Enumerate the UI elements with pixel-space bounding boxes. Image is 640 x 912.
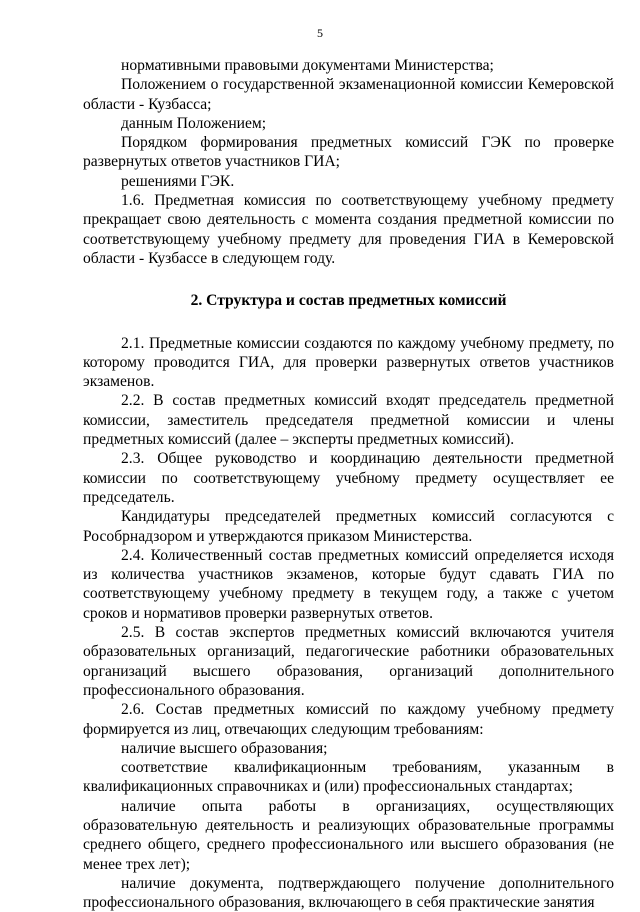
paragraph: наличие документа, подтверждающего получение дополнительного профессионального образования, включающего в себя практические занятия xyxy=(83,874,614,912)
paragraph: 1.6. Предметная комиссия по соответствующему учебному предмету прекращает свою деятельность с момента создания предметной комиссии по соответствующему учебному предмету для проведения ГИА в Кемеровской области - Кузбассе в следующем году. xyxy=(83,192,614,267)
paragraph: соответствие квалификационным требованиям, указанным в квалификационных справочниках и (или) профессиональных стандартах; xyxy=(83,759,614,796)
paragraph: 2.6. Состав предметных комиссий по каждому учебному предмету формируется из лиц, отвечающих следующим требованиям: xyxy=(83,701,614,738)
section-heading: 2. Структура и состав предметных комиссий xyxy=(190,292,507,310)
page-body xyxy=(83,56,614,912)
paragraph: наличие высшего образования; xyxy=(121,739,328,757)
paragraph: данным Положением; xyxy=(121,114,267,132)
paragraph: наличие опыта работы в организациях, осуществляющих образовательную деятельность и реализующих образовательные программы среднего общего, среднего профессионального или высшего образования (не менее трех лет); xyxy=(83,797,614,873)
paragraph: 2.3. Общее руководство и координацию деятельности предметной комиссии по соответствующему учебному предмету осуществляет ее председатель. xyxy=(83,450,614,506)
paragraph: 2.2. В состав предметных комиссий входят председатель предметной комиссии, заместитель председателя предметной комиссии и члены предметных комиссий (далее – эксперты предметных комиссий). xyxy=(83,392,614,449)
paragraph: Кандидатуры председателей предметных комиссий согласуются с Рособрнадзором и утверждаются приказом Министерства. xyxy=(83,508,614,545)
paragraph: 2.5. В состав экспертов предметных комиссий включаются учителя образовательных организаций, педагогические работники образовательных организаций высшего образования, организаций дополнительного профессионального образования. xyxy=(83,624,614,699)
paragraph: нормативными правовыми документами Министерства; xyxy=(121,57,494,74)
paragraph: 2.4. Количественный состав предметных комиссий определяется исходя из количества участников экзаменов, которые будут сдавать ГИА по соответствующему учебному предмету в текущем году, а также с учетом сроков и нормативов проверки развернутых ответов. xyxy=(83,546,614,622)
page-number: 5 xyxy=(317,26,323,40)
paragraph: Положением о государственной экзаменационной комиссии Кемеровской области - Кузбасса; xyxy=(83,76,614,113)
paragraph: 2.1. Предметные комиссии создаются по каждому учебному предмету, по которому проводится ГИА, для проверки развернутых ответов участников экзаменов. xyxy=(83,334,614,391)
paragraph: Порядком формирования предметных комиссий ГЭК по проверке развернутых ответов участников ГИА; xyxy=(83,134,614,171)
paragraph: решениями ГЭК. xyxy=(121,172,235,190)
